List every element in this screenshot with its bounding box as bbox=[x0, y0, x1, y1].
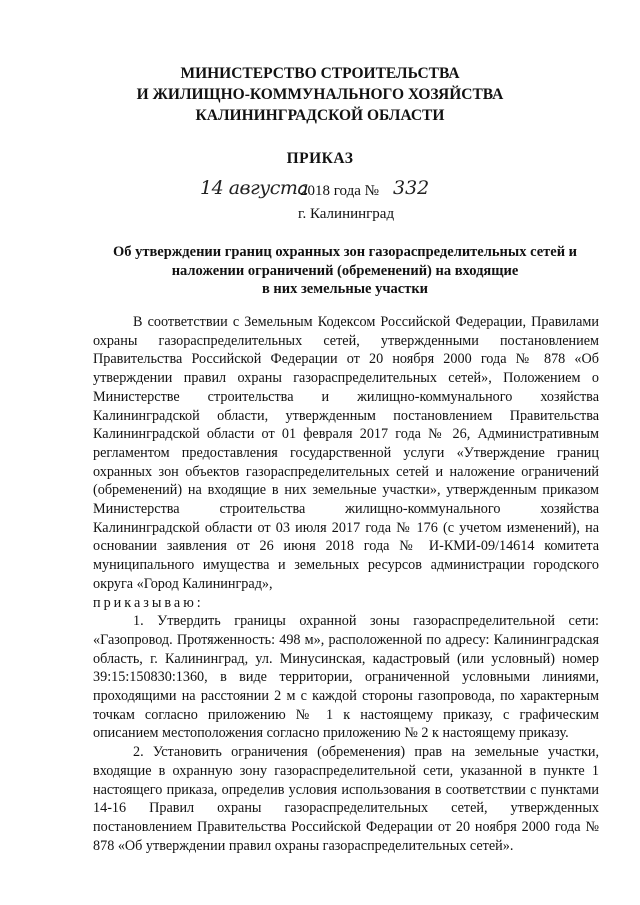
item-2-paragraph: 2. Установить ограничения (обременения) прав на земельные участки, входящие в охранную зону газораспределительной сети, указанной в пункте 1 настоящего приказа, определив условия использования в соответствии с пунктами 14-16 Правил охраны газораспределительных сетей, утвержденных постановлением Правительства Российской Федерации от 20 ноября 2000 года № 878 «Об утверждении правил охраны газораспределительных сетей». bbox=[93, 744, 599, 854]
handwritten-date: 14 августа bbox=[200, 177, 309, 199]
subject-line-3: в них земельные участки bbox=[261, 281, 429, 297]
subject-line-1: Об утверждении границ охранных зон газораспределительных сетей и bbox=[112, 244, 578, 260]
ministry-line-1: МИНИСТЕРСТВО СТРОИТЕЛЬСТВА bbox=[180, 65, 460, 82]
order-subject bbox=[95, 243, 595, 299]
item-1-paragraph: 1. Утвердить границы охранной зоны газораспределительной сети: «Газопровод. Протяженность: 498 м», расположенной по адресу: Калининградская область, г. Калининград, ул. Минусинская, кадастровый (или условный) номер 39:15:150830:1360, в виде территории, ограниченной условными линиями, проходящими на расстоянии 2 м с каждой стороны газопровода, по характерным точкам согласно приложению № 1 к настоящему приказу, с графическим описанием местоположения согласно приложению № 2 к настоящему приказу. bbox=[93, 613, 599, 742]
city-line: г. Калининград bbox=[298, 206, 395, 222]
ministry-header bbox=[0, 63, 640, 126]
preamble-paragraph: В соответствии с Земельным Кодексом Российской Федерации, Правилами охраны газораспределительных сетей, утвержденными постановлением Правительства Российской Федерации от 20 ноября 2000 года № 878 «Об утверждении правил охраны газораспределительных сетей», Положением о Министерстве строительства и жилищно-коммунального хозяйства Калининградской области, утвержденным постановлением Правительства Калининградской области от 01 февраля 2017 года № 26, Административным регламентом предоставления государственной услуги «Утверждение границ охранных зон объектов газораспределительных сетей и наложение ограничений (обременений) на входящие в них земельные участки», утвержденным приказом Министерства строительства жилищно-коммунального хозяйства Калининградской области от 03 июля 2017 года № 176 (с учетом изменений), на основании заявления от 26 июня 2018 года № И-КМИ-09/14614 комитета муниципального имущества и земельных ресурсов администрации городского округа «Город Калининград», bbox=[93, 314, 599, 592]
document-type-title: ПРИКАЗ bbox=[286, 150, 354, 167]
handwritten-order-number: 332 bbox=[393, 177, 430, 199]
printed-date-label: 2018 года № bbox=[300, 183, 379, 199]
order-word: приказываю: bbox=[93, 594, 204, 611]
subject-line-2: наложении ограничений (обременений) на входящие bbox=[171, 262, 519, 279]
ministry-line-3: КАЛИНИНГРАДСКОЙ ОБЛАСТИ bbox=[195, 107, 445, 124]
order-body bbox=[93, 313, 599, 855]
ministry-line-2: И ЖИЛИЩНО-КОММУНАЛЬНОГО ХОЗЯЙСТВА bbox=[136, 86, 504, 103]
